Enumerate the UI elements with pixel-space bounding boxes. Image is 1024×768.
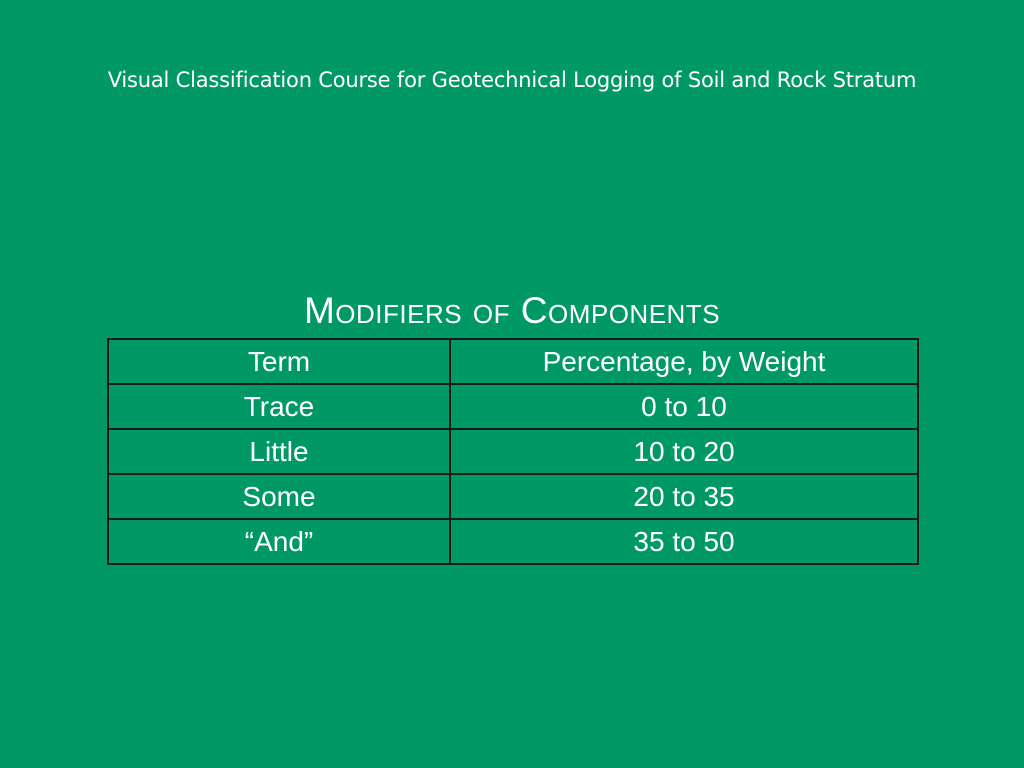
percentage-cell: 35 to 50 (450, 519, 918, 564)
column-header-percentage: Percentage, by Weight (450, 339, 918, 384)
course-title: Visual Classification Course for Geotechnical Logging of Soil and Rock Stratum (107, 68, 917, 92)
table-row (108, 474, 918, 519)
term-cell: Some (108, 474, 450, 519)
table-row (108, 519, 918, 564)
percentage-cell: 20 to 35 (450, 474, 918, 519)
table-header-row (108, 339, 918, 384)
modifiers-table (107, 338, 919, 565)
table-row (108, 429, 918, 474)
percentage-cell: 10 to 20 (450, 429, 918, 474)
slide-title: Modifiers of Components (303, 290, 721, 331)
term-cell: “And” (108, 519, 450, 564)
column-header-term: Term (108, 339, 450, 384)
percentage-cell: 0 to 10 (450, 384, 918, 429)
table-row (108, 384, 918, 429)
term-cell: Little (108, 429, 450, 474)
term-cell: Trace (108, 384, 450, 429)
